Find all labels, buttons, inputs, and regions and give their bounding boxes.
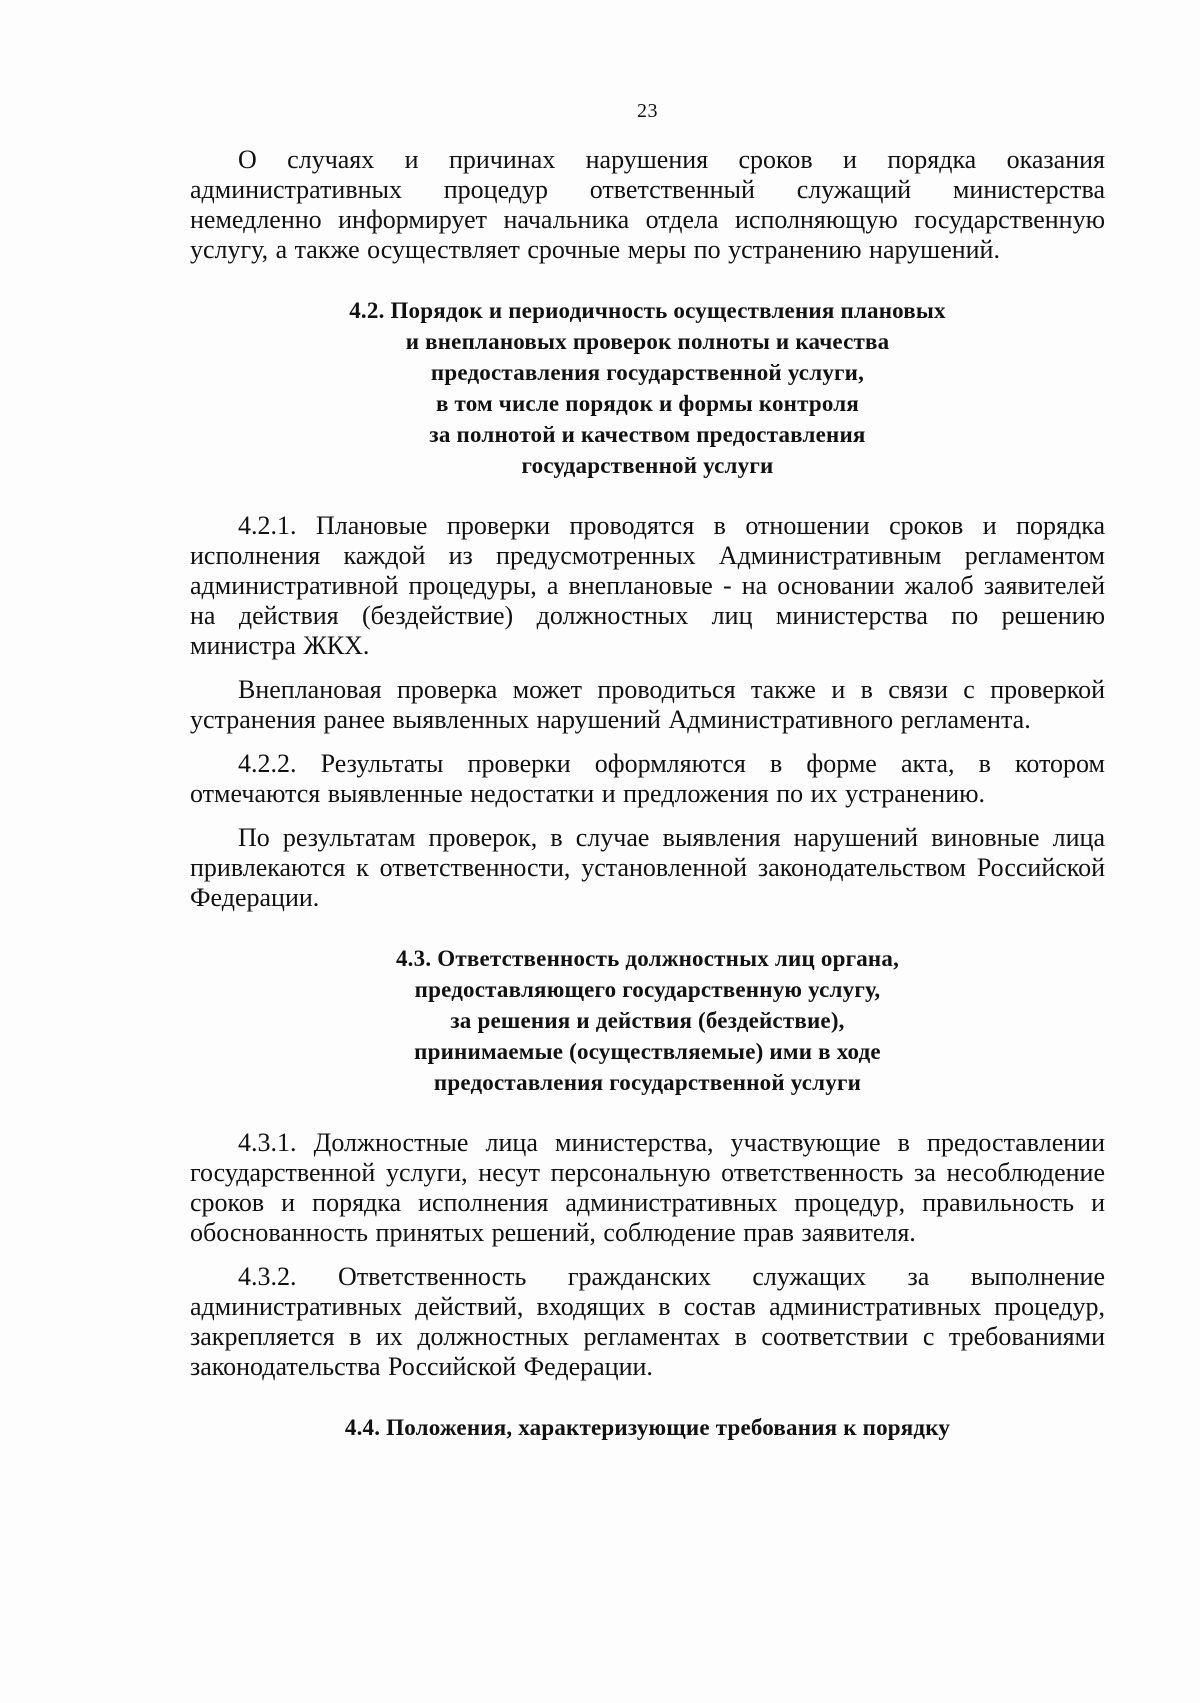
paragraph-4-3-2: 4.3.2. Ответственность гражданских служащих за выполнение административных действий, входящих в состав административных процедур, закрепляется в их должностных регламентах в соответствии с требованиями законодательства Российской Федерации. [190,1262,1105,1381]
heading-line: предоставления государственной услуги, [430,360,865,385]
paragraph-4-2-2: 4.2.2. Результаты проверки оформляются в форме акта, в котором отмечаются выявленные недостатки и предложения по их устранению. [190,749,1105,808]
heading-line: в том числе порядок и формы контроля [435,391,860,416]
intro-paragraph: О случаях и причинах нарушения сроков и порядка оказания административных процедур ответственный служащий министерства немедленно информирует начальника отдела исполняющую государственную услугу, а также осуществляет срочные меры по устранению нарушений. [190,145,1105,264]
heading-line: за решения и действия (бездействие), [450,1008,845,1033]
heading-line: государственной услуги [521,453,774,478]
document-content [190,100,1105,1473]
section-4-2-heading [190,295,1105,481]
heading-line: предоставляющего государственную услугу, [414,977,881,1002]
heading-line: 4.4. Положения, характеризующие требования к порядку [344,1415,951,1440]
page-number: 23 [637,100,658,122]
paragraph-4-3-1: 4.3.1. Должностные лица министерства, участвующие в предоставлении государственной услуги, несут персональную ответственность за несоблюдение сроков и порядка исполнения административных процедур, правильность и обоснованность принятых решений, соблюдение прав заявителя. [190,1128,1105,1247]
heading-line: и внеплановых проверок полноты и качества [405,329,890,354]
paragraph-unplanned-check: Внеплановая проверка может проводиться также и в связи с проверкой устранения ранее выявленных нарушений Административного регламента. [190,675,1105,734]
heading-line: предоставления государственной услуги [433,1070,862,1095]
section-4-3-heading [190,943,1105,1098]
paragraph-check-results: По результатам проверок, в случае выявления нарушений виновные лица привлекаются к ответственности, установленной законодательством Российской Федерации. [190,823,1105,912]
heading-line: 4.2. Порядок и периодичность осуществления плановых [349,298,946,323]
heading-line: за полнотой и качеством предоставления [429,422,866,447]
heading-line: принимаемые (осуществляемые) ими в ходе [414,1039,881,1064]
heading-line: 4.3. Ответственность должностных лиц органа, [395,946,900,971]
paragraph-4-2-1: 4.2.1. Плановые проверки проводятся в отношении сроков и порядка исполнения каждой из предусмотренных Административным регламентом административной процедуры, а внеплановые - на основании жалоб заявителей на действия (бездействие) должностных лиц министерства по решению министра ЖКХ. [190,511,1105,660]
section-4-4-heading [190,1412,1105,1443]
